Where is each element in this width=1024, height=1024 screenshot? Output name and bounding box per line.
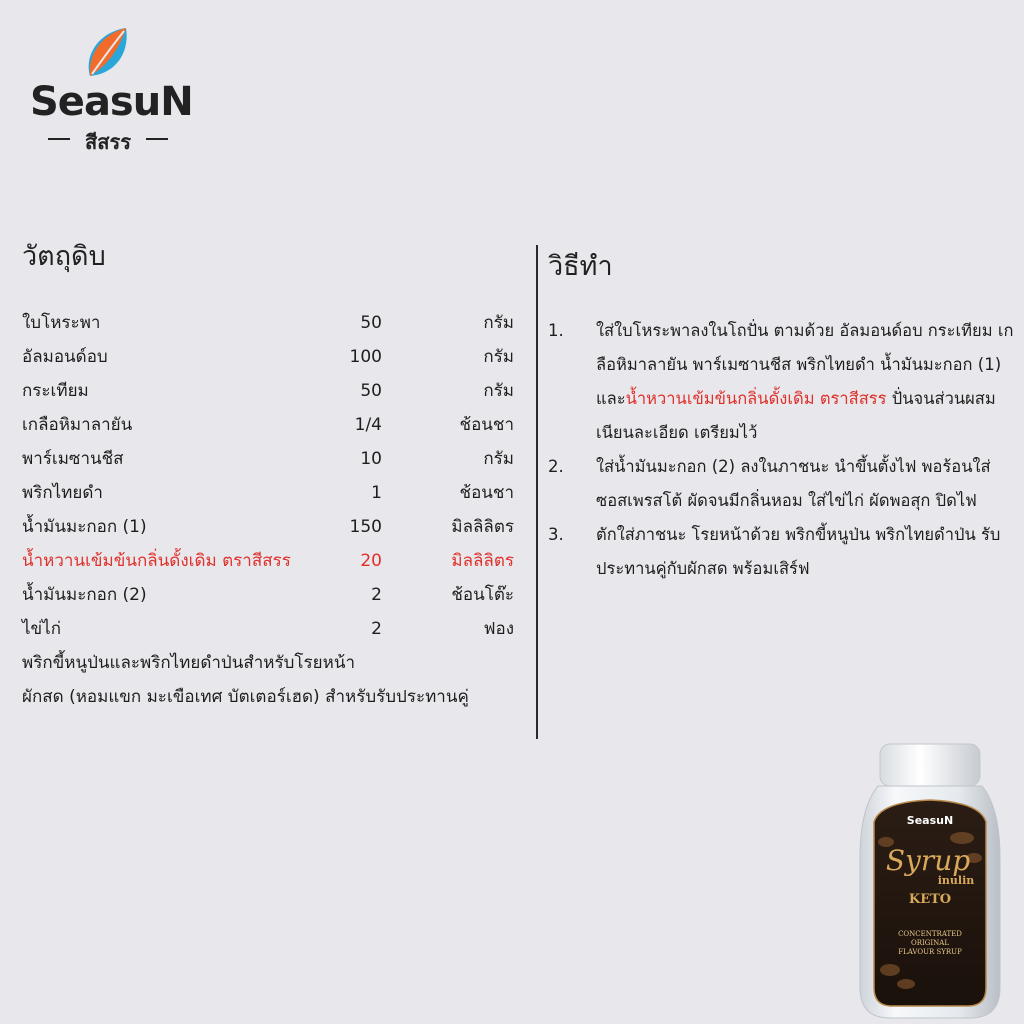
ingredient-unit: มิลลิลิตร <box>451 517 514 537</box>
ingredient-list <box>22 306 514 714</box>
ingredient-amount: 10 <box>360 449 382 469</box>
bottle-keto: KETO <box>908 892 952 907</box>
step-text: ใส่ใบโหระพาลงในโถปั่น ตามด้วย อัลมอนด์อบ กระเทียม เกลือหิมาลายัน พาร์เมซานชีส พริกไทยดำ น้ำมันมะกอก (1) และ <box>596 321 1014 408</box>
bottle-line2: ORIGINAL <box>911 939 949 947</box>
ingredient-name: กระเทียม <box>22 381 89 401</box>
ingredient-unit: ช้อนชา <box>459 483 514 503</box>
ingredient-name: น้ำมันมะกอก (2) <box>22 585 147 605</box>
bottle-sub: inulin <box>937 874 975 887</box>
syrup-bottle-image <box>850 738 1010 1022</box>
step-text: ตักใส่ภาชนะ โรยหน้าด้วย พริกขี้หนูป่น พริกไทยดำป่น รับประทานคู่กับผักสด พร้อมเสิร์ฟ <box>596 525 1001 578</box>
ingredient-row <box>22 442 514 476</box>
ingredient-unit: ช้อนชา <box>459 415 514 435</box>
brand-logo <box>28 26 193 156</box>
ingredient-name: เกลือหิมาลายัน <box>22 415 133 435</box>
step-number: 2. <box>548 457 564 476</box>
step-text: ใส่น้ำมันมะกอก (2) ลงในภาชนะ นำขึ้นตั้งไฟ พอร้อนใส่ซอสเพรสโต้ ผัดจนมีกลิ่นหอม ใส่ไข่ไก่ ผัดพอสุก ปิดไฟ <box>596 457 991 510</box>
ingredient-unit: กรัม <box>483 347 514 367</box>
ingredient-amount: 50 <box>360 313 382 333</box>
ingredient-unit: กรัม <box>483 313 514 333</box>
method-step-1 <box>548 314 1018 450</box>
ingredient-name: พริกไทยดำ <box>22 483 103 503</box>
method-title: วิธีทำ <box>548 251 613 282</box>
step-number: 3. <box>548 525 564 544</box>
ingredient-amount: 100 <box>349 347 382 367</box>
ingredient-row <box>22 612 514 646</box>
ingredients-title: วัตถุดิบ <box>22 241 106 272</box>
ingredient-note: ผักสด (หอมแขก มะเขือเทศ บัตเตอร์เฮด) สำหรับรับประทานคู่ <box>22 687 469 707</box>
ingredient-name: น้ำหวานเข้มข้นกลิ่นดั้งเดิม ตราสีสรร <box>22 551 291 571</box>
ingredient-name: ไข่ไก่ <box>22 619 62 639</box>
ingredient-amount: 20 <box>360 551 382 571</box>
ingredient-row <box>22 578 514 612</box>
brand-name: SeasuN <box>30 79 193 125</box>
ingredient-amount: 50 <box>360 381 382 401</box>
ingredient-name: อัลมอนด์อบ <box>22 347 108 367</box>
bottle-line3: FLAVOUR SYRUP <box>898 948 962 956</box>
ingredient-unit: กรัม <box>483 381 514 401</box>
ingredient-unit: กรัม <box>483 449 514 469</box>
ingredient-unit: มิลลิลิตร <box>451 551 514 571</box>
ingredient-name: น้ำมันมะกอก (1) <box>22 517 147 537</box>
step-number: 1. <box>548 321 564 340</box>
ingredient-amount: 1 <box>371 483 382 503</box>
bottle-brand: SeasuN <box>906 814 954 827</box>
ingredient-amount: 1/4 <box>354 415 382 435</box>
ingredient-unit: ฟอง <box>483 619 514 639</box>
ingredient-amount: 150 <box>349 517 382 537</box>
ingredient-row <box>22 306 514 340</box>
ingredient-row <box>22 408 514 442</box>
leaf-logo-icon <box>80 26 132 82</box>
ingredient-row <box>22 374 514 408</box>
step-text: ปั่นจนส่วนผสมเนียนละเอียด เตรียมไว้ <box>596 389 996 442</box>
method-step-3 <box>548 518 1018 586</box>
ingredient-amount: 2 <box>371 619 382 639</box>
ingredient-amount: 2 <box>371 585 382 605</box>
brand-sub: สีสรร <box>48 126 168 158</box>
ingredient-row <box>22 476 514 510</box>
column-divider <box>536 245 538 739</box>
ingredient-note: พริกขี้หนูป่นและพริกไทยดำป่นสำหรับโรยหน้า <box>22 653 355 673</box>
ingredient-row-highlight <box>22 544 514 578</box>
method-step-2 <box>548 450 1018 518</box>
bottle-script: Syrup <box>885 844 971 877</box>
bottle-line1: CONCENTRATED <box>898 930 962 938</box>
step-highlight: น้ำหวานเข้มข้นกลิ่นดั้งเดิม ตราสีสรร <box>625 389 887 408</box>
method-steps <box>548 314 1018 586</box>
ingredient-row <box>22 510 514 544</box>
ingredient-name: พาร์เมซานชีส <box>22 449 124 469</box>
ingredient-row <box>22 340 514 374</box>
ingredient-unit: ช้อนโต๊ะ <box>451 585 514 605</box>
ingredient-name: ใบโหระพา <box>22 313 101 333</box>
